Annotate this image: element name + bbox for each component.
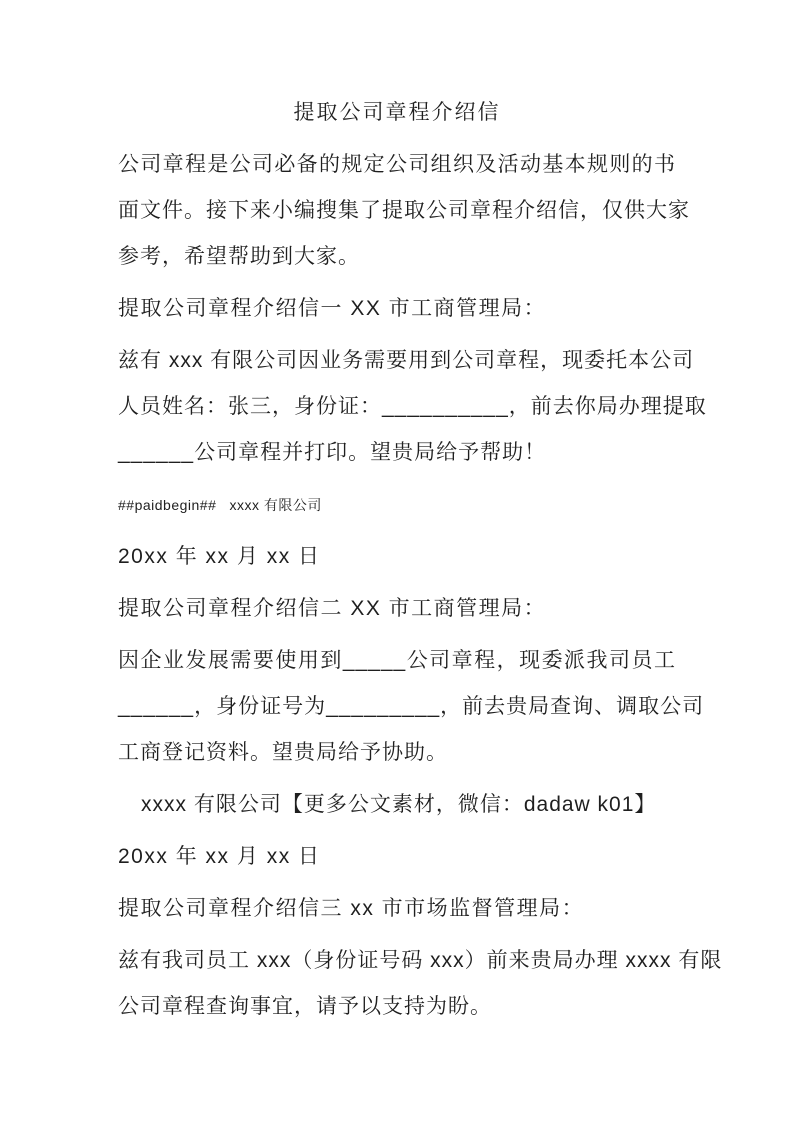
body-line: 公司章程查询事宜，请予以支持为盼。 (118, 995, 492, 1018)
intro-line: 公司章程是公司必备的规定公司组织及活动基本规则的书 (118, 153, 676, 176)
body-line: 工商登记资料。望贵局给予协助。 (118, 741, 448, 764)
body-line: 兹有 xxx 有限公司因业务需要用到公司章程，现委托本公司 (118, 349, 695, 372)
intro-paragraph (118, 142, 690, 280)
section1-paragraph (118, 338, 707, 476)
body-line: 因企业发展需要使用到_____公司章程，现委派我司员工 (118, 649, 676, 672)
section3-paragraph (118, 938, 723, 1030)
document-body (118, 0, 723, 1030)
body-line: 人员姓名：张三，身份证：__________，前去你局办理提取 (118, 395, 707, 418)
body-line: ______，身份证号为_________，前去贵局查询、调取公司 (118, 695, 705, 718)
body-line: 兹有我司员工 xxx（身份证号码 xxx）前来贵局办理 xxxx 有限 (118, 949, 723, 972)
section2-heading: 提取公司章程介绍信二 XX 市工商管理局： (118, 597, 547, 620)
section3-heading: 提取公司章程介绍信三 xx 市市场监督管理局： (118, 897, 585, 920)
section1-heading: 提取公司章程介绍信一 XX 市工商管理局： (118, 297, 547, 320)
body-line: ______公司章程并打印。望贵局给予帮助！ (118, 441, 547, 464)
intro-line: 参考，希望帮助到大家。 (118, 245, 360, 268)
section2-paragraph (118, 638, 705, 776)
section2-signature-line: xxxx 有限公司【更多公文素材，微信：dadaw k01】 (141, 793, 657, 816)
intro-line: 面文件。接下来小编搜集了提取公司章程介绍信，仅供大家 (118, 199, 690, 222)
section1-signature-line: ##paidbegin## xxxx 有限公司 (118, 497, 322, 513)
section1-date-line: 20xx 年 xx 月 xx 日 (118, 545, 321, 568)
doc-title: 提取公司章程介绍信 (293, 101, 501, 124)
section2-date-line: 20xx 年 xx 月 xx 日 (118, 845, 321, 868)
